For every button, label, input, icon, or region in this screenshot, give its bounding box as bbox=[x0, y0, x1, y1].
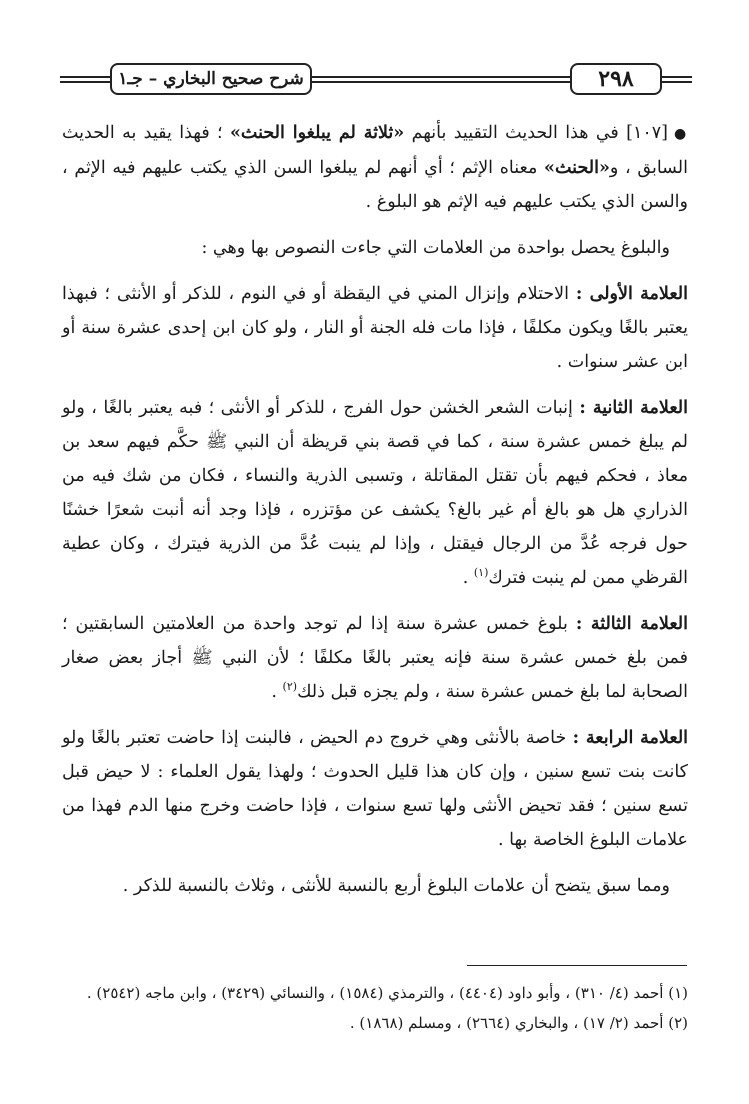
paragraph-sign-3 bbox=[62, 607, 688, 709]
footnote-2: (٢) أحمد (٢/ ١٧) ، والبخاري (٢٦٦٤) ، ومسلم (١٨٦٨) . bbox=[349, 1014, 688, 1032]
sign-label: العلامة الأولى : bbox=[575, 284, 688, 304]
paragraph-sign-2 bbox=[62, 391, 688, 595]
quoted-term: «الحنث» bbox=[544, 158, 610, 178]
page-number: ٢٩٨ bbox=[570, 63, 662, 95]
quoted-phrase: «ثلاثة لم يبلغوا الحنث» bbox=[229, 123, 405, 143]
footnote-divider bbox=[467, 965, 687, 966]
footnote-ref[interactable]: (١) bbox=[473, 566, 489, 580]
para-text: إنبات الشعر الخشن حول الفرج ، للذكر أو الأنثى ؛ فبه يعتبر بالغًا ، ولو لم يبلغ خمس عشرة سنة ، كما في قصة بني قريظة أن النبي ﷺ حكَّم فيهم سعد بن معاذ ، فحكم فيهم بأن تقتل المقاتلة ، وتسبى الذرية والنساء ، فكان من شك فيه من الذراري هل هو بالغ أم غير بالغ؟ يكشف عن مؤتزره ، فإذا وجد أنه أنبت شعرًا خشنًا حول فرجه عُدَّ من الرجال فيقتل ، وإذا لم ينبت عُدَّ من الذرية فيترك ، وكان عطية القرظي ممن لم ينبت فترك bbox=[62, 398, 688, 588]
para-text: الاحتلام وإنزال المني في اليقظة أو في النوم ، للذكر أو الأنثى ؛ فبهذا يعتبر بالغًا ويكون مكلفًا ، فإذا مات فله الجنة أو النار ، ولو كان ابن إحدى عشرة سنة أو ابن عشر سنوات . bbox=[62, 284, 688, 372]
footnote-1: (١) أحمد (٤/ ٣١٠) ، وأبو داود (٤٤٠٤) ، والترمذي (١٥٨٤) ، والنسائي (٣٤٢٩) ، وابن ماجه (٢٥٤٢) . bbox=[86, 984, 688, 1002]
header-rule-left-bottom bbox=[60, 81, 112, 83]
para-text: معناه الإثم ؛ أي أنهم لم يبلغوا السن الذي يكتب عليهم فيه الإثم ، والسن الذي يكتب عليهم فيه الإثم هو البلوغ . bbox=[62, 158, 688, 212]
book-title: شرح صحيح البخاري – جـ١ bbox=[110, 63, 312, 95]
main-text bbox=[62, 116, 688, 915]
paragraph-conclusion bbox=[62, 869, 688, 903]
paragraph-sign-4 bbox=[62, 721, 688, 857]
bullet-icon: ● bbox=[674, 126, 688, 142]
page-header bbox=[60, 60, 692, 102]
header-rule-right-bottom bbox=[660, 81, 692, 83]
footnote-ref[interactable]: (٢) bbox=[282, 680, 298, 694]
para-end: . bbox=[462, 568, 474, 588]
para-text: والبلوغ يحصل بواحدة من العلامات التي جاءت النصوص بها وهي : bbox=[201, 238, 670, 258]
header-rule-middle-bottom bbox=[310, 81, 572, 83]
para-text: [١٠٧] في هذا الحديث التقييد بأنهم bbox=[404, 123, 668, 143]
para-text: ومما سبق يتضح أن علامات البلوغ أربع بالنسبة للأنثى ، وثلاث بالنسبة للذكر . bbox=[122, 876, 670, 896]
header-rule-left-top bbox=[60, 76, 112, 78]
paragraph-intro-signs bbox=[62, 231, 688, 265]
para-text: بلوغ خمس عشرة سنة إذا لم توجد واحدة من العلامتين السابقتين ؛ فمن بلغ خمس عشرة سنة فإنه يعتبر بالغًا مكلفًا ؛ لأن النبي ﷺ أجاز بعض صغار الصحابة لما بلغ خمس عشرة سنة ، ولم يجزه قبل ذلك bbox=[62, 614, 688, 702]
para-end: . bbox=[271, 682, 283, 702]
para-text: خاصة بالأنثى وهي خروج دم الحيض ، فالبنت إذا حاضت تعتبر بالغًا ولو كانت بنت تسع سنين ، وإن كان هذا قليل الحدوث ؛ ولهذا يقول العلماء : لا حيض قبل تسع سنين ؛ فقد تحيض الأنثى ولها تسع سنوات ، فإذا حاضت وخرج منها الدم فهذا من علامات البلوغ الخاصة بها . bbox=[62, 728, 688, 850]
sign-label: العلامة الرابعة : bbox=[572, 728, 689, 748]
header-rule-middle-top bbox=[310, 76, 572, 78]
sign-label: العلامة الثالثة : bbox=[575, 614, 688, 634]
paragraph-sign-1 bbox=[62, 277, 688, 379]
para-text: ؛ فهذا يقيد به الحديث السابق ، و bbox=[62, 123, 688, 178]
header-rule-right-top bbox=[660, 76, 692, 78]
footnotes bbox=[62, 978, 688, 1038]
sign-label: العلامة الثانية : bbox=[579, 398, 688, 418]
paragraph-hadith-107 bbox=[62, 116, 688, 219]
